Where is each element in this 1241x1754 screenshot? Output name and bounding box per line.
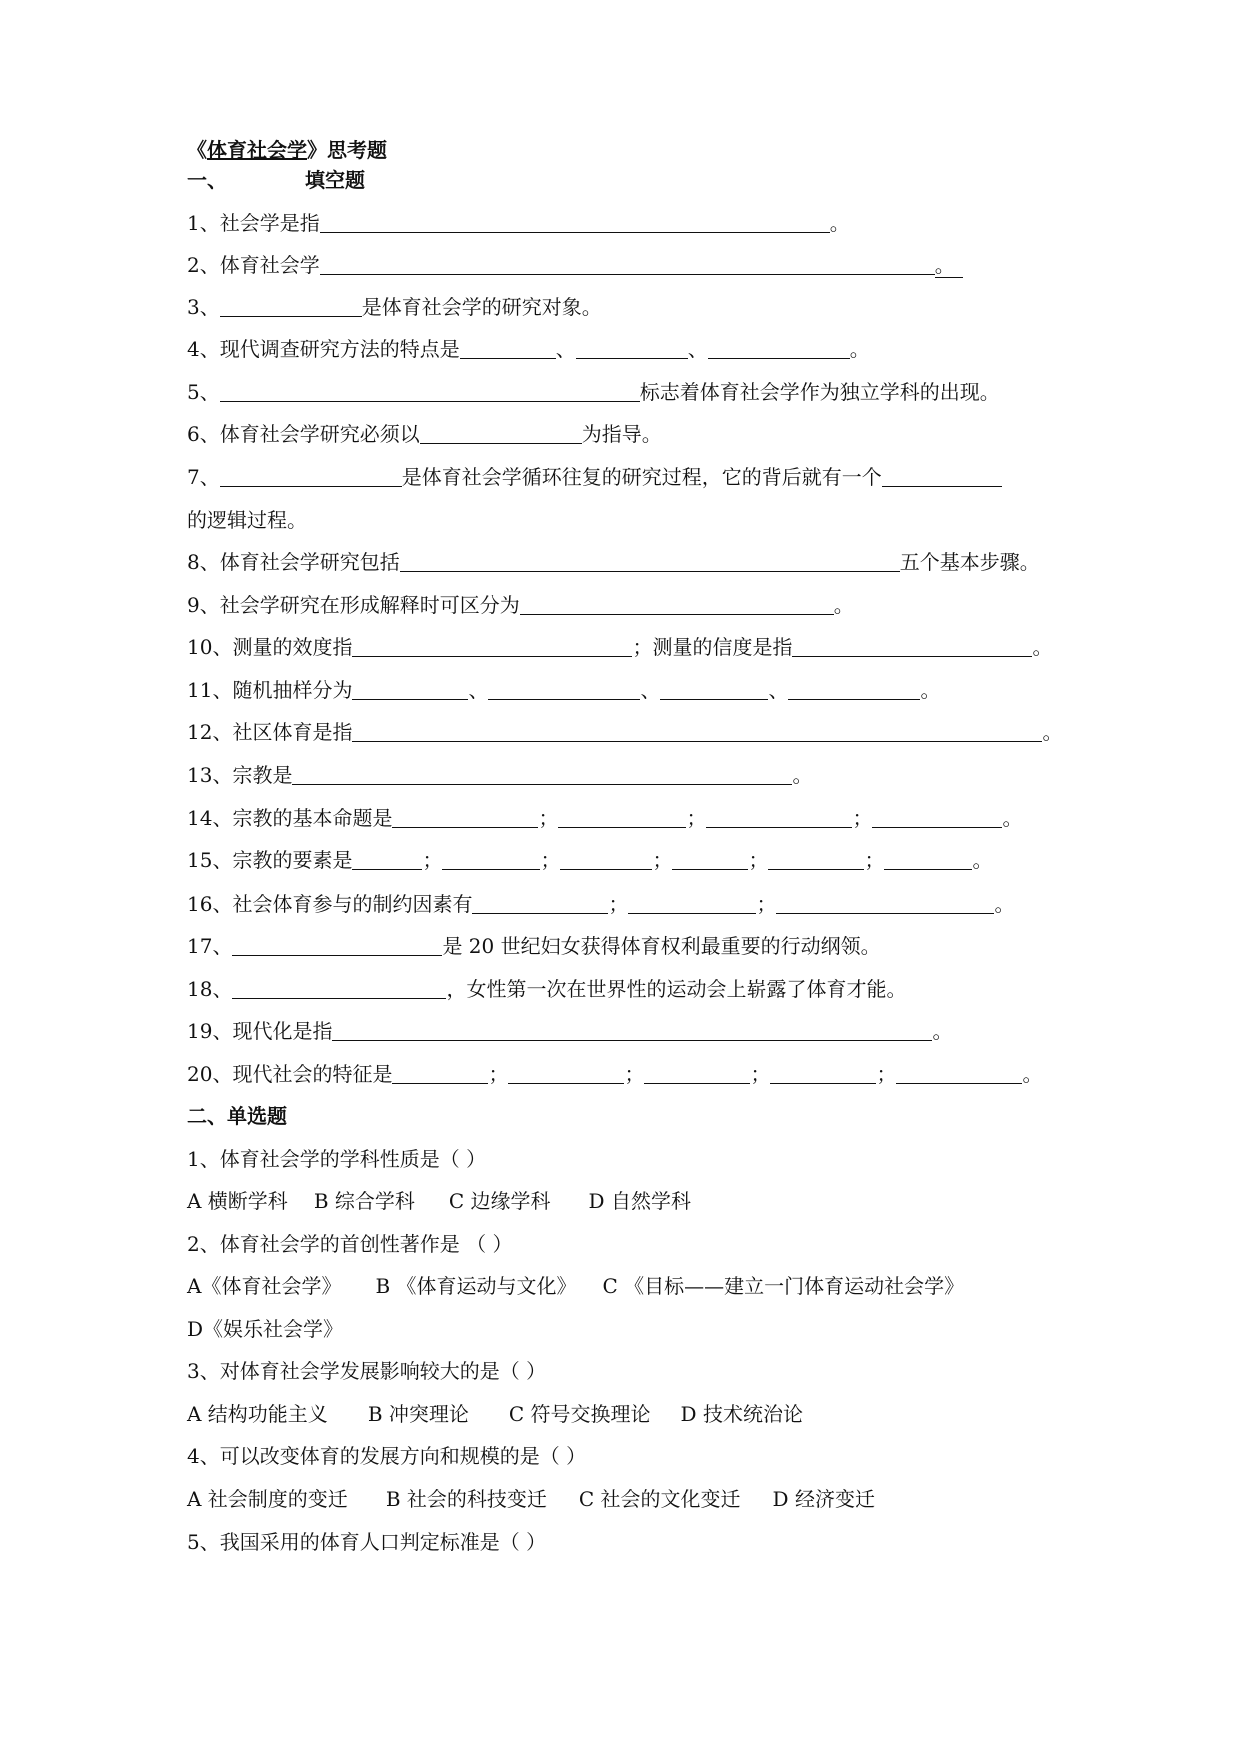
fill-question-14 [187, 805, 1022, 831]
choice-options-2-continued [187, 1316, 343, 1342]
question-text: 为指导。 [581, 422, 662, 446]
option-a[interactable]: A《体育社会学》 [187, 1274, 342, 1298]
question-text: 18、 [187, 977, 233, 1001]
choice-question-3 [187, 1358, 546, 1384]
answer-blank[interactable] [232, 935, 442, 956]
answer-blank[interactable] [884, 849, 972, 870]
answer-blank[interactable] [472, 893, 608, 914]
question-text: 。 [849, 337, 870, 361]
question-text: 是 20 世纪妇女获得体育权利最重要的行动纲领。 [442, 934, 881, 958]
answer-blank[interactable] [768, 849, 864, 870]
fill-question-6 [187, 421, 662, 447]
option-a[interactable]: A 横断学科 [187, 1189, 288, 1213]
answer-blank[interactable] [770, 1063, 876, 1084]
question-text: 9、社会学研究在形成解释时可区分为 [187, 593, 520, 617]
question-text: 、 [768, 678, 789, 702]
option-d[interactable]: D 技术统治论 [680, 1402, 803, 1426]
fill-question-11 [187, 677, 940, 703]
choice-options-2 [187, 1273, 964, 1299]
fill-question-19 [187, 1018, 952, 1044]
option-d[interactable]: D《娱乐社会学》 [187, 1317, 344, 1341]
question-text: ； [608, 892, 629, 916]
question-text: 。 [792, 763, 813, 787]
question-text: 11、随机抽样分为 [187, 678, 353, 702]
question-text: ； [864, 848, 885, 872]
choice-options-1 [187, 1188, 691, 1214]
fill-question-2 [187, 252, 963, 278]
question-text: ； [750, 1062, 771, 1086]
fill-question-15 [187, 847, 992, 873]
answer-blank[interactable] [488, 679, 640, 700]
answer-blank[interactable] [320, 254, 935, 275]
fill-question-7 [187, 464, 1002, 490]
question-text: ； [852, 806, 873, 830]
question-text: 标志着体育社会学作为独立学科的出现。 [639, 380, 1000, 404]
answer-blank[interactable] [872, 807, 1002, 828]
question-text: ； [540, 848, 561, 872]
question-text: ； [756, 892, 777, 916]
fill-question-9 [187, 592, 854, 618]
question-text: 是体育社会学循环往复的研究过程，它的背后就有一个 [401, 465, 882, 489]
answer-blank[interactable] [508, 1063, 624, 1084]
fill-question-3 [187, 294, 602, 320]
answer-blank[interactable] [332, 1020, 932, 1041]
fill-question-4 [187, 336, 870, 362]
answer-blank[interactable] [660, 679, 768, 700]
question-text: 12、社区体育是指 [187, 720, 353, 744]
question-text: 1、社会学是指 [187, 211, 320, 235]
question-text: 1、体育社会学的学科性质是（ ） [187, 1147, 487, 1171]
question-text: ；测量的信度是指 [632, 635, 793, 659]
question-text: 。 [829, 211, 850, 235]
title-close: 》思考题 [307, 138, 387, 162]
question-text: 。 [932, 1019, 953, 1043]
question-text: 5、我国采用的体育人口判定标准是（ ） [187, 1530, 547, 1554]
question-text: 2、体育社会学 [187, 253, 320, 277]
question-text: ； [748, 848, 769, 872]
section-label: 填空题 [305, 168, 365, 192]
title-open: 《 [187, 138, 207, 162]
fill-question-7-continued [187, 507, 307, 533]
question-text: 。 [994, 892, 1015, 916]
answer-blank[interactable] [558, 807, 686, 828]
question-text: ； [876, 1062, 897, 1086]
question-text: 7、 [187, 465, 220, 489]
fill-question-12 [187, 719, 1062, 745]
question-text: 14、宗教的基本命题是 [187, 806, 393, 830]
answer-blank[interactable] [576, 338, 688, 359]
question-text: 10、测量的效度指 [187, 635, 353, 659]
choice-question-1 [187, 1146, 486, 1172]
question-text: 。 [920, 678, 941, 702]
answer-blank[interactable] [644, 1063, 750, 1084]
answer-blank[interactable] [706, 807, 852, 828]
question-text: ； [488, 1062, 509, 1086]
question-text: ； [624, 1062, 645, 1086]
answer-blank[interactable] [882, 466, 1002, 487]
fill-question-16 [187, 891, 1014, 917]
choice-options-4 [187, 1486, 875, 1512]
answer-blank[interactable] [220, 381, 640, 402]
question-text: 。 [1042, 720, 1063, 744]
question-text: ； [422, 848, 443, 872]
fill-question-8 [187, 549, 1040, 575]
question-text: ； [686, 806, 707, 830]
question-text: 是体育社会学的研究对象。 [361, 295, 602, 319]
option-c[interactable]: C 《目标——建立一门体育运动社会学》 [602, 1274, 965, 1298]
fill-question-17 [187, 933, 881, 959]
answer-blank[interactable] [292, 764, 792, 785]
answer-blank[interactable] [520, 594, 834, 615]
question-text: ； [538, 806, 559, 830]
option-c[interactable]: C 边缘学科 [448, 1189, 551, 1213]
option-c[interactable]: C 符号交换理论 [508, 1402, 651, 1426]
answer-blank[interactable] [560, 849, 652, 870]
option-b[interactable]: B 冲突理论 [367, 1402, 469, 1426]
question-text: 13、宗教是 [187, 763, 293, 787]
choice-options-3 [187, 1401, 803, 1427]
question-text: 17、 [187, 934, 233, 958]
question-text: 。 [1022, 1062, 1043, 1086]
option-b[interactable]: B 社会的科技变迁 [385, 1487, 547, 1511]
answer-blank[interactable] [320, 212, 830, 233]
answer-blank[interactable] [442, 849, 540, 870]
question-text: 、 [468, 678, 489, 702]
answer-blank[interactable] [672, 849, 748, 870]
answer-blank[interactable] [788, 679, 920, 700]
answer-blank[interactable] [460, 338, 556, 359]
fill-question-13 [187, 762, 812, 788]
question-text: 、 [640, 678, 661, 702]
question-text: 、 [687, 337, 708, 361]
document-title [187, 137, 387, 163]
question-text: 5、 [187, 380, 220, 404]
question-text: 20、现代社会的特征是 [187, 1062, 393, 1086]
question-text: 五个基本步骤。 [899, 550, 1040, 574]
question-text: 。 [1002, 806, 1023, 830]
fill-question-10 [187, 634, 1052, 660]
option-c[interactable]: C 社会的文化变迁 [578, 1487, 741, 1511]
answer-blank[interactable] [352, 636, 632, 657]
question-text: 19、现代化是指 [187, 1019, 333, 1043]
question-text: ，女性第一次在世界性的运动会上崭露了体育才能。 [446, 977, 907, 1001]
answer-blank[interactable] [352, 721, 1042, 742]
question-text: ； [652, 848, 673, 872]
choice-question-5 [187, 1529, 546, 1555]
question-text: 4、现代调查研究方法的特点是 [187, 337, 460, 361]
answer-blank[interactable] [352, 849, 422, 870]
question-text: 8、体育社会学研究包括 [187, 550, 400, 574]
option-b[interactable]: B 《体育运动与文化》 [375, 1274, 577, 1298]
option-a[interactable]: A 结构功能主义 [187, 1402, 328, 1426]
section-number: 一、 [187, 168, 227, 192]
answer-blank[interactable] [776, 893, 994, 914]
option-d[interactable]: D 自然学科 [588, 1189, 691, 1213]
answer-blank[interactable] [232, 978, 446, 999]
answer-blank[interactable] [352, 679, 468, 700]
answer-blank[interactable] [392, 1063, 488, 1084]
title-name: 体育社会学 [207, 138, 307, 162]
question-text: 4、可以改变体育的发展方向和规模的是（ ） [187, 1444, 587, 1468]
answer-blank[interactable] [400, 551, 900, 572]
answer-blank[interactable] [708, 338, 850, 359]
answer-blank[interactable] [220, 296, 362, 317]
choice-question-2 [187, 1231, 512, 1257]
answer-blank[interactable] [220, 466, 402, 487]
question-text: 的逻辑过程。 [187, 508, 307, 532]
question-text: 。 [833, 593, 854, 617]
question-text: 16、社会体育参与的制约因素有 [187, 892, 473, 916]
fill-question-5 [187, 379, 1000, 405]
question-text: 3、对体育社会学发展影响较大的是（ ） [187, 1359, 547, 1383]
question-text: 3、 [187, 295, 220, 319]
question-text: 6、体育社会学研究必须以 [187, 422, 420, 446]
question-text: 15、宗教的要素是 [187, 848, 353, 872]
question-text: 。 [972, 848, 993, 872]
choice-question-4 [187, 1443, 586, 1469]
question-text: 。 [935, 253, 963, 278]
fill-question-20 [187, 1061, 1042, 1087]
section-heading-fill-in [187, 167, 365, 193]
section-heading-single-choice [187, 1103, 287, 1129]
question-text: 。 [1032, 635, 1053, 659]
answer-blank[interactable] [392, 807, 538, 828]
fill-question-1 [187, 210, 850, 236]
section-label: 二、单选题 [187, 1104, 287, 1128]
question-text: 2、体育社会学的首创性著作是 （ ） [187, 1232, 513, 1256]
answer-blank[interactable] [792, 636, 1032, 657]
fill-question-18 [187, 976, 906, 1002]
answer-blank[interactable] [420, 423, 582, 444]
answer-blank[interactable] [628, 893, 756, 914]
option-b[interactable]: B 综合学科 [313, 1189, 415, 1213]
option-d[interactable]: D 经济变迁 [772, 1487, 875, 1511]
option-a[interactable]: A 社会制度的变迁 [187, 1487, 348, 1511]
question-text: 、 [555, 337, 576, 361]
answer-blank[interactable] [896, 1063, 1022, 1084]
